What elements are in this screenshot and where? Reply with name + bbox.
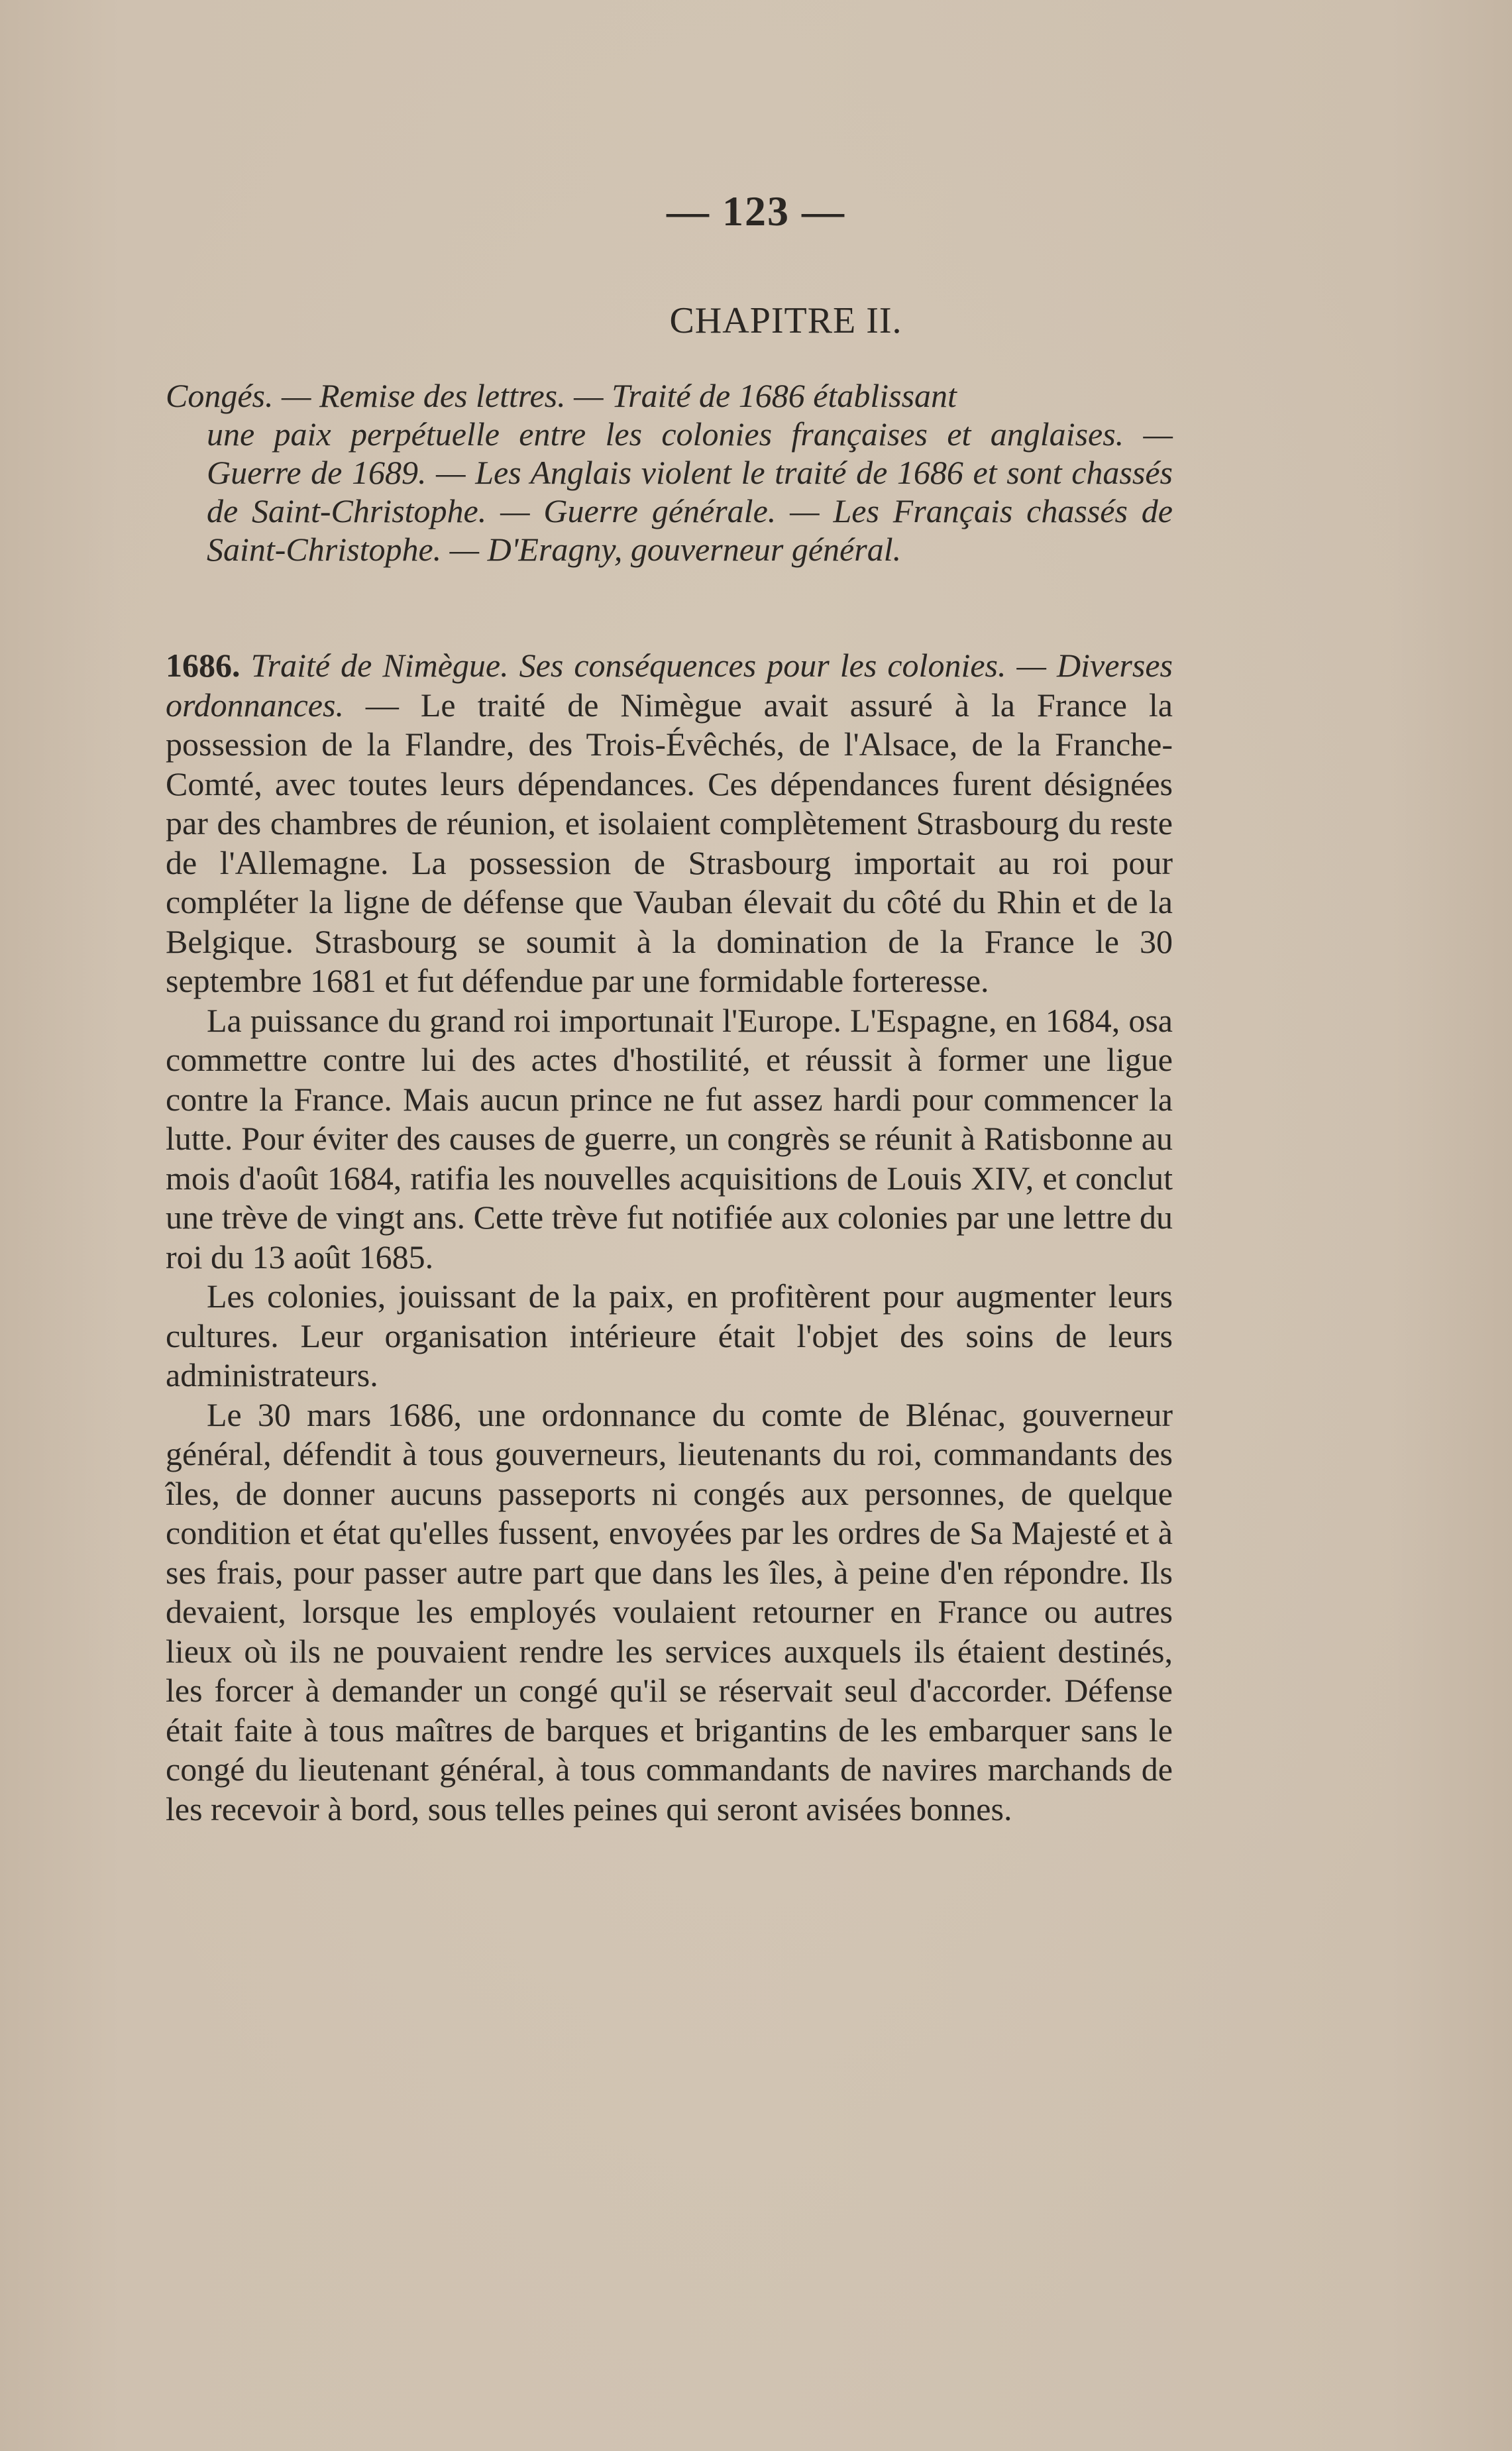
summary-continuation: une paix perpétuelle entre les colonies françaises et anglaises. — Guerre de 1689. — Les Anglais violent le traité de 1686 et sont chassés de Saint-Christophe. — Guerre générale. — Les Français chassés de Saint-Christophe. — D'Eragny, gouverneur général.: [207, 415, 1173, 568]
page-number: — 123 —: [667, 188, 845, 235]
paragraph-3: Les colonies, jouissant de la paix, en profitèrent pour augmenter leurs cultures. Leur organisation intérieure était l'objet des soins de leurs administrateurs.: [166, 1278, 1173, 1393]
summary-first-line: Congés. — Remise des lettres. — Traité de 1686 établissant: [166, 377, 957, 414]
paragraph-1: [166, 646, 1173, 1001]
paragraph-4: Le 30 mars 1686, une ordonnance du comte de Blénac, gouverneur général, défendit à tous gouverneurs, lieutenants du roi, commandants des îles, de donner aucuns passeports ni congés aux personnes, de quelque condition et état qu'elles fussent, envoyées par les ordres de Sa Majesté et à ses frais, pour passer autre part que dans les îles, à peine d'en répondre. Ils devaient, lorsque les employés voulaient retourner en France ou autres lieux où ils ne pouvaient rendre les services auxquels ils étaient destinés, les forcer à demander un congé qu'il se réservait seul d'accorder. Défense était faite à tous maîtres de barques et brigantins de les embarquer sans le congé du lieutenant général, à tous commandants de navires marchands de les recevoir à bord, sous telles peines qui seront avisées bonnes.: [166, 1395, 1173, 1827]
paragraph-1-italic-lead: Traité de Nimègue. Ses conséquences pour les colonies. — Diverses ordonnances.: [166, 647, 1173, 724]
body-text: [166, 646, 1173, 1829]
chapter-summary: [166, 376, 1173, 569]
chapter-title: CHAPITRE II.: [669, 300, 902, 341]
paragraph-1-text: — Le traité de Nimègue avait assuré à la France la possession de la Flandre, des Trois-Évêchés, de l'Alsace, de la Franche-Comté, avec toutes leurs dépendances. Ces dépendances furent désignées par des chambres de réunion, et isolaient complètement Strasbourg du reste de l'Allemagne. La possession de Strasbourg importait au roi pour compléter la ligne de défense que Vauban élevait du côté du Rhin et de la Belgique. Strasbourg se soumit à la domination de la France le 30 septembre 1681 et fut défendue par une formidable forteresse.: [166, 686, 1173, 999]
paragraph-2: La puissance du grand roi importunait l'Europe. L'Espagne, en 1684, osa commettre contre lui des actes d'hostilité, et réussit à former une ligue contre la France. Mais aucun prince ne fut assez hardi pour commencer la lutte. Pour éviter des causes de guerre, un congrès se réunit à Ratisbonne au mois d'août 1684, ratifia les nouvelles acquisitions de Louis XIV, et conclut une trève de vingt ans. Cette trève fut notifiée aux colonies par une lettre du roi du 13 août 1685.: [166, 1001, 1173, 1276]
paragraph-1-year: 1686.: [166, 647, 241, 684]
